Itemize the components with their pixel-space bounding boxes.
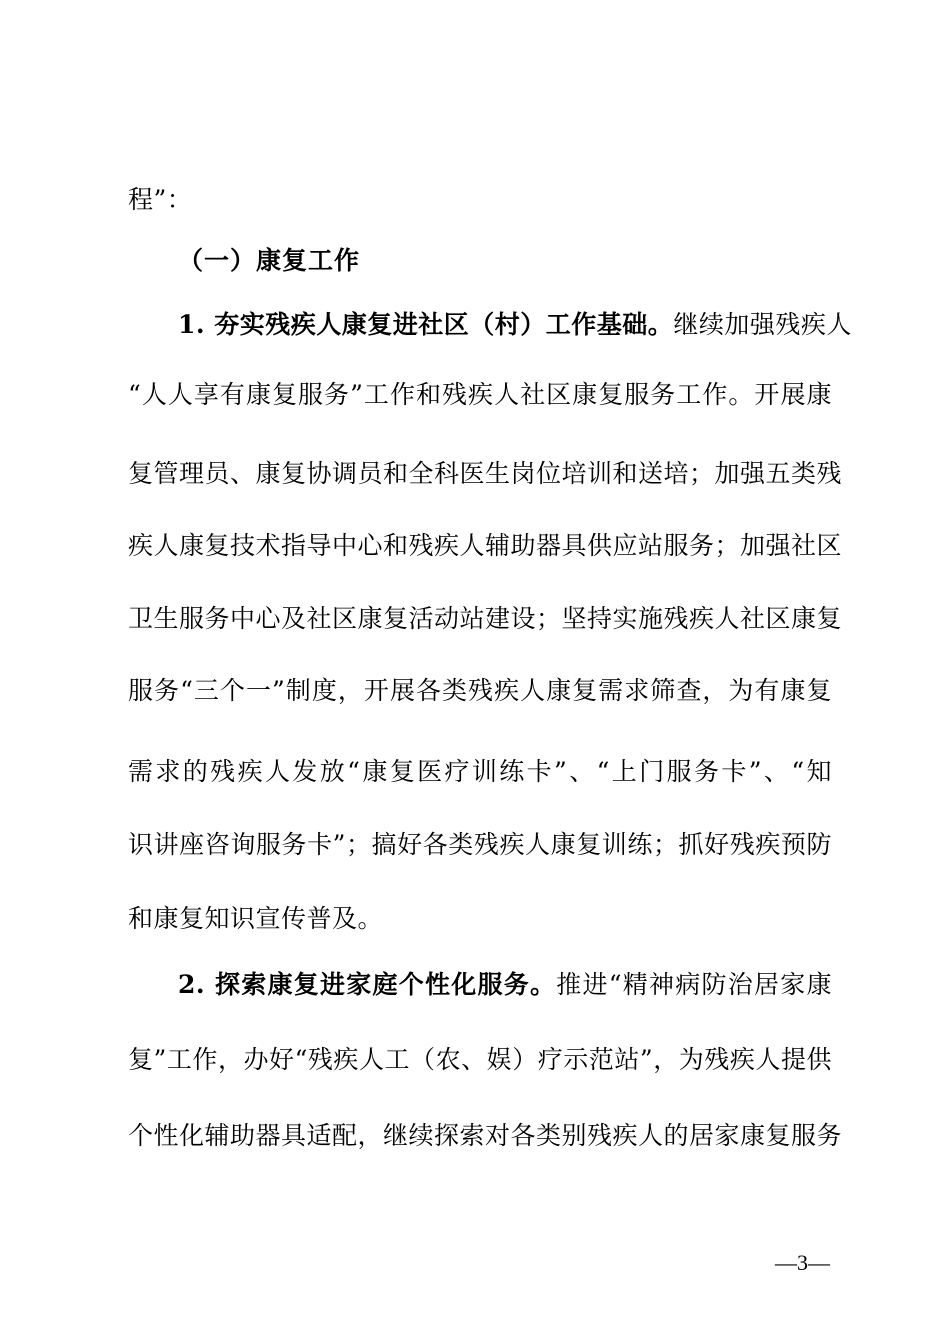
- paragraph-1-first-line: [178, 305, 852, 345]
- text-line: [128, 1116, 843, 1156]
- line-text: “人人享有康复服务”工作和残疾人社区康复服务工作。开展康: [128, 380, 832, 409]
- text-line: [128, 526, 843, 566]
- text-line: [128, 899, 832, 939]
- line-text: 复管理员、康复协调员和全科医生岗位培训和送培；加强五类残: [128, 459, 843, 488]
- line-text: 和康复知识宣传普及。: [128, 904, 384, 933]
- paragraph-2-title: 2. 探索康复进家庭个性化服务。: [178, 970, 557, 999]
- line-text: 服务“三个一”制度，开展各类残疾人康复需求筛查，为有康复: [128, 676, 832, 705]
- line-text: 识讲座咨询服务卡”；搞好各类残疾人康复训练；抓好残疾预防: [128, 830, 832, 859]
- paragraph-1-title: 1. 夯实残疾人康复进社区（村）工作基础。: [178, 310, 674, 339]
- line-text: 推进“精神病防治居家康: [556, 970, 832, 999]
- line-text: 继续加强残疾人: [673, 310, 852, 339]
- line-text: 程”：: [128, 185, 193, 214]
- section-heading: [178, 241, 360, 281]
- text-line: [128, 375, 832, 415]
- page-number: —3—: [775, 1250, 830, 1275]
- text-line: [128, 180, 832, 220]
- line-text: 疾人康复技术指导中心和残疾人辅助器具供应站服务；加强社区: [128, 531, 843, 560]
- paragraph-2-first-line: [178, 965, 832, 1005]
- line-text: 个性化辅助器具适配，继续探索对各类别残疾人的居家康复服务: [128, 1121, 843, 1150]
- line-text: 复”工作，办好“残疾人工（农、娱）疗示范站”，为残疾人提供: [128, 1045, 832, 1074]
- text-line: [128, 454, 843, 494]
- text-line: [128, 752, 832, 792]
- line-text: 卫生服务中心及社区康复活动站建设；坚持实施残疾人社区康复: [128, 604, 843, 633]
- text-line: [128, 1040, 832, 1080]
- text-line: [128, 599, 843, 639]
- text-line: [128, 825, 832, 865]
- text-line: [128, 671, 832, 711]
- line-text: 需求的残疾人发放“康复医疗训练卡”、“上门服务卡”、“知: [128, 757, 832, 786]
- heading-text: （一）康复工作: [178, 246, 361, 275]
